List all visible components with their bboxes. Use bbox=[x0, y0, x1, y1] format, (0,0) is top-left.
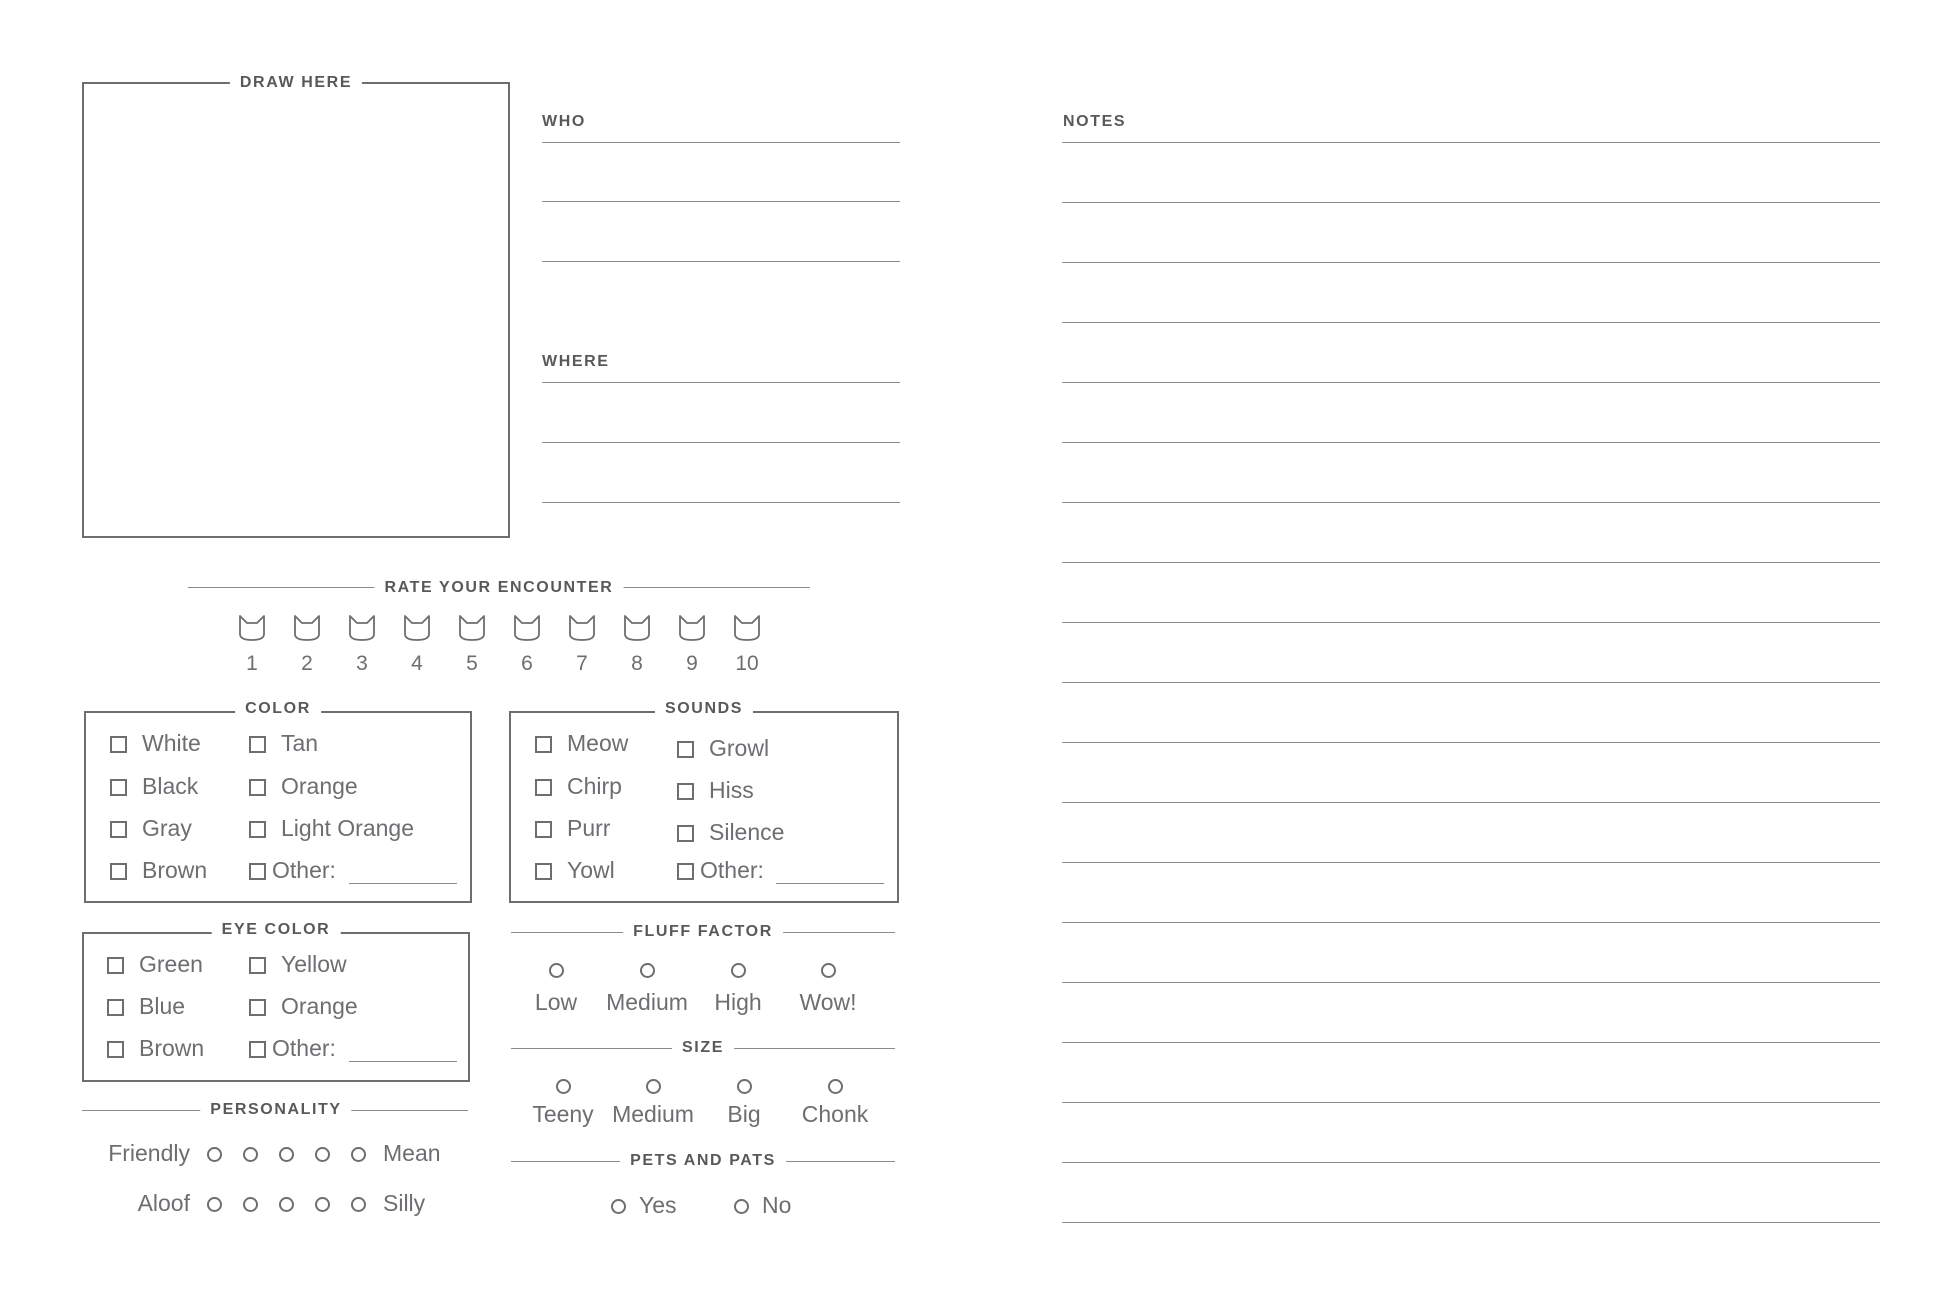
notes-line[interactable] bbox=[1062, 1042, 1880, 1043]
sound-option-label: Chirp bbox=[567, 773, 622, 799]
cat-rating-icon[interactable] bbox=[237, 614, 267, 642]
pets-option-label: No bbox=[762, 1192, 792, 1218]
personality-radio[interactable] bbox=[315, 1197, 330, 1212]
color-option-label: Tan bbox=[281, 730, 319, 756]
sound-checkbox[interactable] bbox=[677, 825, 694, 842]
notes-line[interactable] bbox=[1062, 322, 1880, 323]
notes-line[interactable] bbox=[1062, 622, 1880, 623]
notes-line[interactable] bbox=[1062, 862, 1880, 863]
sound-option-label: Meow bbox=[567, 730, 629, 756]
sound-checkbox[interactable] bbox=[535, 736, 552, 753]
cat-rating-icon[interactable] bbox=[347, 614, 377, 642]
personality-radio[interactable] bbox=[243, 1147, 258, 1162]
color-checkbox[interactable] bbox=[249, 779, 266, 796]
notes-line[interactable] bbox=[1062, 922, 1880, 923]
notes-line[interactable] bbox=[1062, 1162, 1880, 1163]
color-option-label: Brown bbox=[142, 857, 208, 883]
rating-number: 6 bbox=[521, 652, 533, 675]
personality-radio[interactable] bbox=[351, 1197, 366, 1212]
cat-rating-icon[interactable] bbox=[457, 614, 487, 642]
where-label: WHERE bbox=[542, 353, 610, 370]
pets-radio[interactable] bbox=[611, 1199, 626, 1214]
pets-title: PETS AND PATS bbox=[620, 1152, 786, 1170]
pets-option-label: Yes bbox=[639, 1192, 677, 1218]
notes-line[interactable] bbox=[1062, 442, 1880, 443]
eye-color-option-label: Orange bbox=[281, 993, 358, 1019]
personality-title: PERSONALITY bbox=[200, 1101, 351, 1119]
size-radio[interactable] bbox=[828, 1079, 843, 1094]
cat-rating-icon[interactable] bbox=[402, 614, 432, 642]
fluff-option-label: Low bbox=[534, 989, 578, 1015]
rating-number: 7 bbox=[576, 652, 588, 675]
who-line[interactable] bbox=[542, 142, 900, 143]
sound-checkbox[interactable] bbox=[535, 863, 552, 880]
personality-radio[interactable] bbox=[279, 1197, 294, 1212]
notes-line[interactable] bbox=[1062, 382, 1880, 383]
size-option-label: Teeny bbox=[532, 1101, 594, 1127]
eye-color-option-label: Brown bbox=[139, 1035, 205, 1061]
cat-rating-icon[interactable] bbox=[567, 614, 597, 642]
who-label: WHO bbox=[542, 113, 586, 130]
color-option-label: Light Orange bbox=[281, 815, 414, 841]
who-line[interactable] bbox=[542, 201, 900, 202]
rating-number: 10 bbox=[735, 652, 759, 675]
size-title: SIZE bbox=[672, 1039, 734, 1057]
eye-color-option-label: Green bbox=[139, 951, 203, 977]
cat-rating-icon[interactable] bbox=[292, 614, 322, 642]
notes-line[interactable] bbox=[1062, 1222, 1880, 1223]
eye-color-checkbox[interactable] bbox=[249, 1041, 266, 1058]
color-checkbox[interactable] bbox=[110, 736, 127, 753]
sound-option-label: Other: bbox=[700, 857, 764, 883]
size-option-label: Big bbox=[727, 1101, 761, 1127]
size-radio[interactable] bbox=[646, 1079, 661, 1094]
cat-rating-icon[interactable] bbox=[732, 614, 762, 642]
eye-color-checkbox[interactable] bbox=[107, 999, 124, 1016]
fluff-option-label: High bbox=[714, 989, 762, 1015]
cat-rating-icon[interactable] bbox=[677, 614, 707, 642]
notes-line[interactable] bbox=[1062, 562, 1880, 563]
rating-number: 4 bbox=[411, 652, 423, 675]
size-option-label: Medium bbox=[612, 1101, 694, 1127]
sound-checkbox[interactable] bbox=[535, 779, 552, 796]
eye-color-checkbox[interactable] bbox=[107, 1041, 124, 1058]
sound-checkbox[interactable] bbox=[677, 783, 694, 800]
who-line[interactable] bbox=[542, 261, 900, 262]
personality-left-label: Aloof bbox=[137, 1190, 190, 1216]
sounds-title: SOUNDS bbox=[655, 700, 753, 718]
personality-radio[interactable] bbox=[351, 1147, 366, 1162]
notes-line[interactable] bbox=[1062, 982, 1880, 983]
size-radio[interactable] bbox=[737, 1079, 752, 1094]
color-checkbox[interactable] bbox=[249, 821, 266, 838]
color-checkbox[interactable] bbox=[110, 863, 127, 880]
where-line[interactable] bbox=[542, 442, 900, 443]
sound-checkbox[interactable] bbox=[677, 863, 694, 880]
personality-radio[interactable] bbox=[207, 1197, 222, 1212]
draw-area[interactable] bbox=[82, 82, 510, 538]
sound-option-label: Hiss bbox=[709, 777, 754, 803]
personality-radio[interactable] bbox=[279, 1147, 294, 1162]
notes-label: NOTES bbox=[1063, 113, 1127, 130]
notes-line[interactable] bbox=[1062, 802, 1880, 803]
color-checkbox[interactable] bbox=[110, 821, 127, 838]
color-other-line[interactable] bbox=[349, 883, 457, 884]
fluff-title: FLUFF FACTOR bbox=[623, 923, 783, 941]
personality-radio[interactable] bbox=[243, 1197, 258, 1212]
sound-checkbox[interactable] bbox=[677, 741, 694, 758]
fluff-option-label: Wow! bbox=[799, 989, 857, 1015]
rating-number: 5 bbox=[466, 652, 478, 675]
sound-other-line[interactable] bbox=[776, 883, 884, 884]
where-line[interactable] bbox=[542, 382, 900, 383]
eye-color-other-line[interactable] bbox=[349, 1061, 457, 1062]
cat-rating-icon[interactable] bbox=[512, 614, 542, 642]
color-checkbox[interactable] bbox=[249, 863, 266, 880]
color-option-label: Gray bbox=[142, 815, 192, 841]
eye-color-option-label: Yellow bbox=[281, 951, 347, 977]
color-option-label: Orange bbox=[281, 773, 358, 799]
rating-number: 1 bbox=[246, 652, 258, 675]
personality-right-label: Mean bbox=[383, 1140, 441, 1166]
notes-line[interactable] bbox=[1062, 742, 1880, 743]
rating-number: 8 bbox=[631, 652, 643, 675]
eye-color-checkbox[interactable] bbox=[249, 957, 266, 974]
sound-option-label: Growl bbox=[709, 735, 770, 761]
fluff-option-label: Medium bbox=[606, 989, 688, 1015]
sound-option-label: Yowl bbox=[567, 857, 615, 883]
color-option-label: Black bbox=[142, 773, 199, 799]
notes-line[interactable] bbox=[1062, 262, 1880, 263]
color-option-label: White bbox=[142, 730, 201, 756]
size-radio[interactable] bbox=[556, 1079, 571, 1094]
color-option-label: Other: bbox=[272, 857, 336, 883]
color-checkbox[interactable] bbox=[110, 779, 127, 796]
notes-line[interactable] bbox=[1062, 202, 1880, 203]
fluff-radio[interactable] bbox=[549, 963, 564, 978]
color-title: COLOR bbox=[235, 700, 321, 718]
notes-line[interactable] bbox=[1062, 502, 1880, 503]
personality-right-label: Silly bbox=[383, 1190, 426, 1216]
personality-radio[interactable] bbox=[207, 1147, 222, 1162]
color-checkbox[interactable] bbox=[249, 736, 266, 753]
eye-color-option-label: Other: bbox=[272, 1035, 336, 1061]
pets-radio[interactable] bbox=[734, 1199, 749, 1214]
draw-area-title: DRAW HERE bbox=[230, 74, 362, 92]
notes-line[interactable] bbox=[1062, 682, 1880, 683]
notes-line[interactable] bbox=[1062, 1102, 1880, 1103]
where-line[interactable] bbox=[542, 502, 900, 503]
rating-title: RATE YOUR ENCOUNTER bbox=[375, 579, 624, 597]
eye-color-checkbox[interactable] bbox=[249, 999, 266, 1016]
personality-radio[interactable] bbox=[315, 1147, 330, 1162]
eye-color-title: EYE COLOR bbox=[212, 921, 341, 939]
sound-checkbox[interactable] bbox=[535, 821, 552, 838]
eye-color-checkbox[interactable] bbox=[107, 957, 124, 974]
sound-option-label: Silence bbox=[709, 819, 785, 845]
sound-option-label: Purr bbox=[567, 815, 611, 841]
size-option-label: Chonk bbox=[801, 1101, 869, 1127]
rating-number: 3 bbox=[356, 652, 368, 675]
cat-rating-icon[interactable] bbox=[622, 614, 652, 642]
fluff-radio[interactable] bbox=[731, 963, 746, 978]
eye-color-option-label: Blue bbox=[139, 993, 186, 1019]
rating-number: 2 bbox=[301, 652, 313, 675]
rating-number: 9 bbox=[686, 652, 698, 675]
personality-left-label: Friendly bbox=[108, 1140, 190, 1166]
fluff-radio[interactable] bbox=[640, 963, 655, 978]
fluff-radio[interactable] bbox=[821, 963, 836, 978]
notes-line[interactable] bbox=[1062, 142, 1880, 143]
